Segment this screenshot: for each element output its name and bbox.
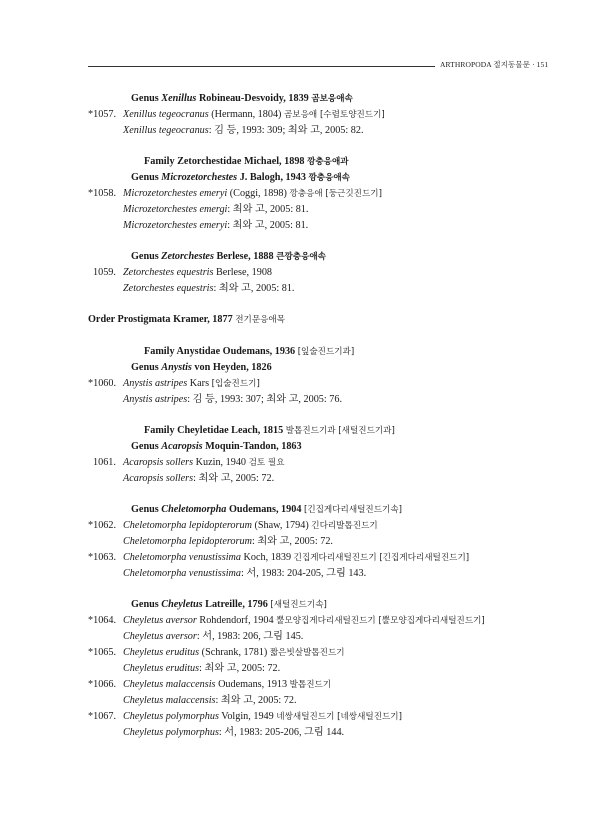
reference-1064: Cheyletus aversor: 서, 1983: 206, 그림 145. [123,631,304,642]
species-name-1066: Cheyletus malaccensis Oudemans, 1913 발톱진드기 [123,679,332,690]
species-entry-1063: *1063. [88,552,117,563]
species-entry-1062: *1062. [88,520,117,531]
species-name-1058: Microzetorchestes emeryi (Coggi, 1898) 깡충응애 [둥근깃진드기] [123,188,382,199]
species-name-1065: Cheyletus eruditus (Schrank, 1781) 짧은빗살발톱진드기 [123,647,345,658]
reference-1058a: Microzetorchestes emergi: 최와 고, 2005: 81. [123,204,309,215]
family-heading-anystidae: Family Anystidae Oudemans, 1936 [잎술진드기과] [144,346,355,357]
reference-1060: Anystis astripes: 김 등, 1993: 307; 최와 고, 2005: 76. [123,394,343,405]
reference-1062: Cheletomorpha lepidopterorum: 최와 고, 2005: 72. [123,536,333,547]
genus-heading-microzetorchestes: Genus Microzetorchestes J. Balogh, 1943 깡충응애속 [131,172,350,183]
species-entry-1058: *1058. [88,188,117,199]
species-name-1063: Cheletomorpha venustissima Koch, 1839 긴집게다리새털진드기 [긴집게다리새털진드기] [123,552,470,563]
reference-1065: Cheyletus eruditus: 최와 고, 2005: 72. [123,663,281,674]
species-entry-1057: *1057. [88,109,117,120]
reference-1061: Acaropsis sollers: 최와 고, 2005: 72. [123,473,275,484]
genus-heading-acaropsis: Genus Acaropsis Moquin-Tandon, 1863 [131,441,302,452]
species-entry-1067: *1067. [88,711,117,722]
reference-1059: Zetorchestes equestris: 최와 고, 2005: 81. [123,283,295,294]
species-name-1060: Anystis astripes Kars [입술진드기] [123,378,260,389]
species-entry-1065: *1065. [88,647,117,658]
family-heading-cheyletidae: Family Cheyletidae Leach, 1815 발톱진드기과 [새털진드기과] [144,425,395,436]
genus-heading-anystis: Genus Anystis von Heyden, 1826 [131,362,272,373]
reference-1058b: Microzetorchestes emeryi: 최와 고, 2005: 81. [123,220,309,231]
species-name-1062: Cheletomorpha lepidopterorum (Shaw, 1794) 긴다리발톱진드기 [123,520,378,531]
species-entry-1064: *1064. [88,615,117,626]
species-name-1057: Xenillus tegeocranus (Hermann, 1804) 곰보응애 [수렴토양진드기] [123,109,385,120]
running-head: ARTHROPODA 절지동물문 · 151 [440,60,549,69]
reference-1066: Cheyletus malaccensis: 최와 고, 2005: 72. [123,695,297,706]
species-entry-1066: *1066. [88,679,117,690]
reference-1057: Xenillus tegeocranus: 김 등, 1993: 309; 최와 고, 2005: 82. [123,125,364,136]
species-name-1059: Zetorchestes equestris Berlese, 1908 [123,267,273,278]
genus-heading-cheletomorpha: Genus Cheletomorpha Oudemans, 1904 [긴집게다리새털진드기속] [131,504,402,515]
header-rule [88,66,435,67]
genus-heading-zetorchestes: Genus Zetorchestes Berlese, 1888 큰깡충응애속 [131,251,326,262]
species-name-1067: Cheyletus polymorphus Volgin, 1949 네쌍새털진드기 [네쌍새털진드기] [123,711,402,722]
species-name-1064: Cheyletus aversor Rohdendorf, 1904 뿔모양집게다리새털진드기 [뿔모양집게다리새털진드기] [123,615,485,626]
reference-1063: Cheletomorpha venustissima: 서, 1983: 204-205, 그림 143. [123,568,367,579]
genus-heading-cheyletus: Genus Cheyletus Latreille, 1796 [새털진드기속] [131,599,327,610]
species-entry-1061: 1061. [93,457,116,468]
species-name-1061: Acaropsis sollers Kuzin, 1940 검토 필요 [123,457,285,468]
order-heading-prostigmata: Order Prostigmata Kramer, 1877 전기문응애목 [88,314,286,325]
reference-1067: Cheyletus polymorphus: 서, 1983: 205-206, 그림 144. [123,727,345,738]
species-entry-1059: 1059. [93,267,116,278]
species-entry-1060: *1060. [88,378,117,389]
family-heading-zetorchestidae: Family Zetorchestidae Michael, 1898 깡충응애과 [144,156,349,167]
genus-heading-xenillus: Genus Xenillus Robineau-Desvoidy, 1839 곰보응애속 [131,93,353,104]
